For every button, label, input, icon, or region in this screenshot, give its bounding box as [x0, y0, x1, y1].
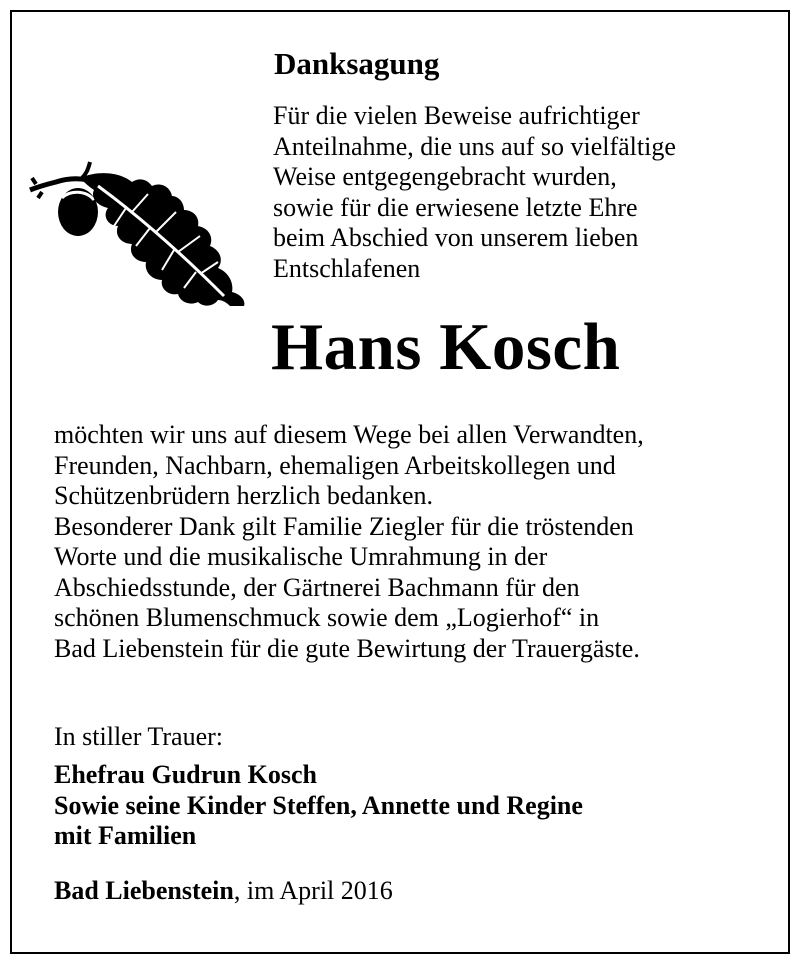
notice-heading: Danksagung [274, 46, 440, 81]
oak-leaf-icon [28, 156, 250, 308]
body-line: Worte und die musikalische Umrahmung in der [54, 542, 548, 571]
family-line: Ehefrau Gudrun Kosch [54, 760, 317, 789]
body-line: möchten wir uns auf diesem Wege bei allen Verwandten, [54, 420, 644, 449]
intro-line: Entschlafenen [273, 253, 421, 283]
date-text: , im April 2016 [233, 876, 393, 905]
deceased-name: Hans Kosch [271, 310, 621, 384]
place-name: Bad Liebenstein [54, 876, 234, 905]
mourning-intro: In stiller Trauer: [54, 722, 223, 751]
family-signature [54, 760, 583, 852]
intro-line: beim Abschied von unserem lieben [273, 223, 639, 252]
body-line: Abschiedsstunde, der Gärtnerei Bachmann für den [54, 572, 580, 602]
thanks-body [54, 420, 774, 664]
intro-line: Anteilnahme, die uns auf so vielfältige [273, 131, 676, 161]
family-line: mit Familien [54, 821, 197, 850]
body-line: Schützenbrüdern herzlich bedanken. [54, 481, 434, 510]
place-date [54, 876, 393, 906]
intro-line: sowie für die erwiesene letzte Ehre [273, 192, 638, 222]
body-line: Bad Liebenstein für die gute Bewirtung der Trauergäste. [54, 633, 640, 663]
body-line: Freunden, Nachbarn, ehemaligen Arbeitskollegen und [54, 450, 616, 480]
intro-line: Für die vielen Beweise aufrichtiger [273, 101, 640, 130]
body-line: schönen Blumenschmuck sowie dem „Logierhof“ in [54, 603, 600, 632]
family-line: Sowie seine Kinder Steffen, Annette und Regine [54, 790, 583, 820]
intro-line: Weise entgegengebracht wurden, [273, 162, 617, 191]
intro-text [273, 101, 773, 284]
body-line: Besonderer Dank gilt Familie Ziegler für die tröstenden [54, 511, 634, 541]
